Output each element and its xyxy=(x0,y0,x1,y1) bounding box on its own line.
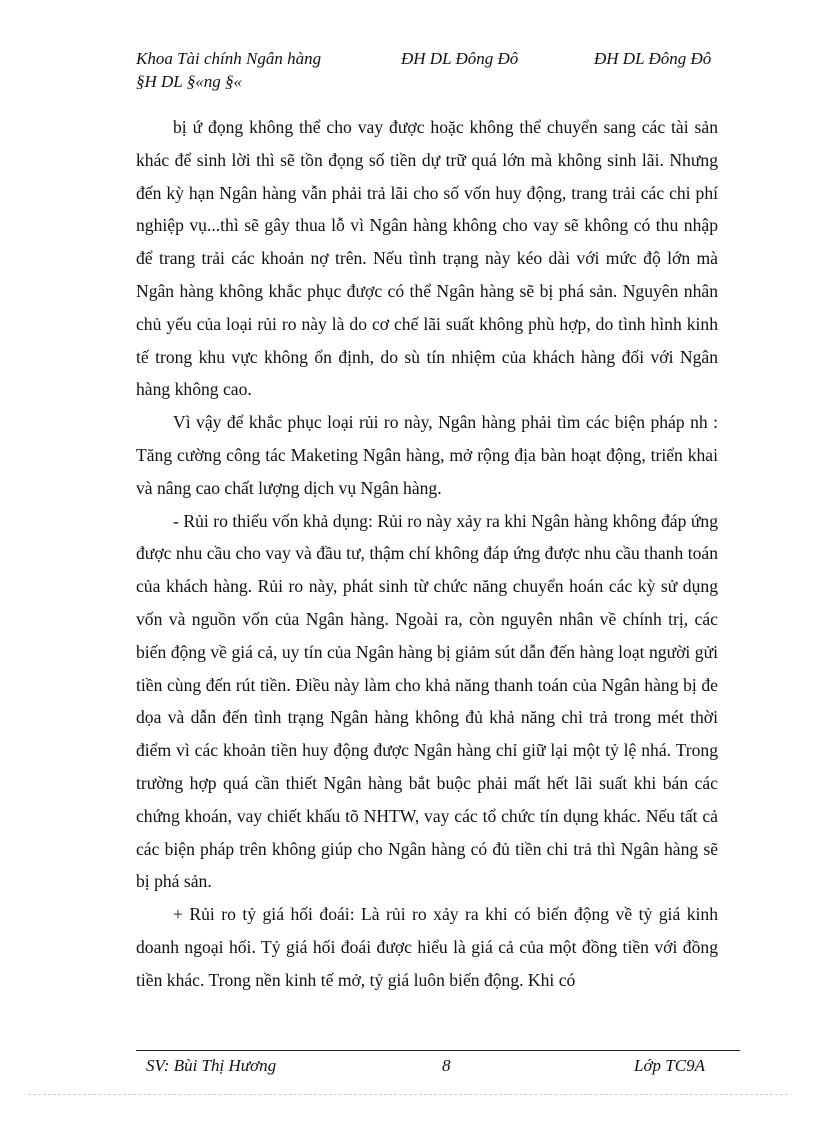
header-university-right: ĐH DL Đông Đô xyxy=(594,49,712,68)
footer-class: Lớp TC9A xyxy=(634,1056,705,1075)
footer-page-number: 8 xyxy=(442,1056,451,1075)
header-faculty: Khoa Tài chính Ngân hàng xyxy=(136,49,322,68)
paragraph-liquidity-shortage-risk: - Rủi ro thiếu vốn khả dụng: Rủi ro này xảy ra khi Ngân hàng không đáp ứng được nhu cầu cho vay và đầu tư, thậm chí không đáp ứng được nhu cầu thanh toán của khách hàng. Rủi ro này, phát sinh từ chức năng chuyển hoán các kỳ sử dụng vốn và nguồn vốn của Ngân hàng. Ngoài ra, còn nguyên nhân về chính trị, các biến động về giá cả, uy tín của Ngân hàng bị giảm sút dẫn đến hàng loạt người gửi tiền cùng đến rút tiền. Điều này làm cho khả năng thanh toán của Ngân hàng bị đe dọa và dẫn đến tình trạng Ngân hàng không đủ khả năng chi trả trong mét thời điểm vì các khoản tiền huy động được Ngân hàng chỉ giữ lại một tỷ lệ nhá. Trong trường hợp quá cần thiết Ngân hàng bắt buộc phải mất hết lãi suất khi bán các chứng khoán, vay chiết khấu tõ NHTW, vay các tổ chức tín dụng khác. Nếu tất cả các biện pháp trên không giúp cho Ngân hàng có đủ tiền chi trả thì Ngân hàng sẽ bị phá sản. xyxy=(136,510,718,892)
page-boundary-line xyxy=(28,1094,788,1095)
header-university-center: ĐH DL Đông Đô xyxy=(401,49,519,68)
body-text xyxy=(136,111,718,997)
header-university-legacy-encoding: §H DL §«ng §« xyxy=(136,72,242,91)
paragraph-remedies: Vì vậy để khắc phục loại rủi ro này, Ngân hàng phải tìm các biện pháp nh : Tăng cường công tác Maketing Ngân hàng, mở rộng địa bàn hoạt động, triển khai và nâng cao chất lượng dịch vụ Ngân hàng. xyxy=(136,412,718,498)
paragraph-exchange-rate-risk: + Rủi ro tỷ giá hối đoái: Là rủi ro xảy ra khi có biến động về tỷ giá kinh doanh ngoại hối. Tỷ giá hối đoái được hiểu là giá cả của một đồng tiền với đồng tiền khác. Trong nền kinh tế mở, tỷ giá luôn biến động. Khi có xyxy=(136,904,718,990)
paragraph-liquidity-continuation: bị ứ đọng không thể cho vay được hoặc không thể chuyển sang các tài sản khác để sinh lời thì sẽ tồn đọng số tiền dự trữ quá lớn mà không sinh lãi. Nhưng đến kỳ hạn Ngân hàng vẫn phải trả lãi cho số vốn huy động, trang trải các chi phí nghiệp vụ...thì sẽ gây thua lỗ vì Ngân hàng không cho vay sẽ không có thu nhập để trang trải các khoản nợ trên. Nếu tình trạng này kéo dài với mức độ lớn mà Ngân hàng không khắc phục được có thể Ngân hàng sẽ bị phá sản. Nguyên nhân chủ yếu của loại rủi ro này là do cơ chế lãi suất không phù hợp, do tình hình kinh tế trong khu vực không ổn định, do sù tín nhiệm của khách hàng đối với Ngân hàng không cao. xyxy=(136,117,718,400)
footer-divider xyxy=(136,1050,740,1051)
footer-student-name: SV: Bùi Thị Hương xyxy=(146,1056,277,1075)
